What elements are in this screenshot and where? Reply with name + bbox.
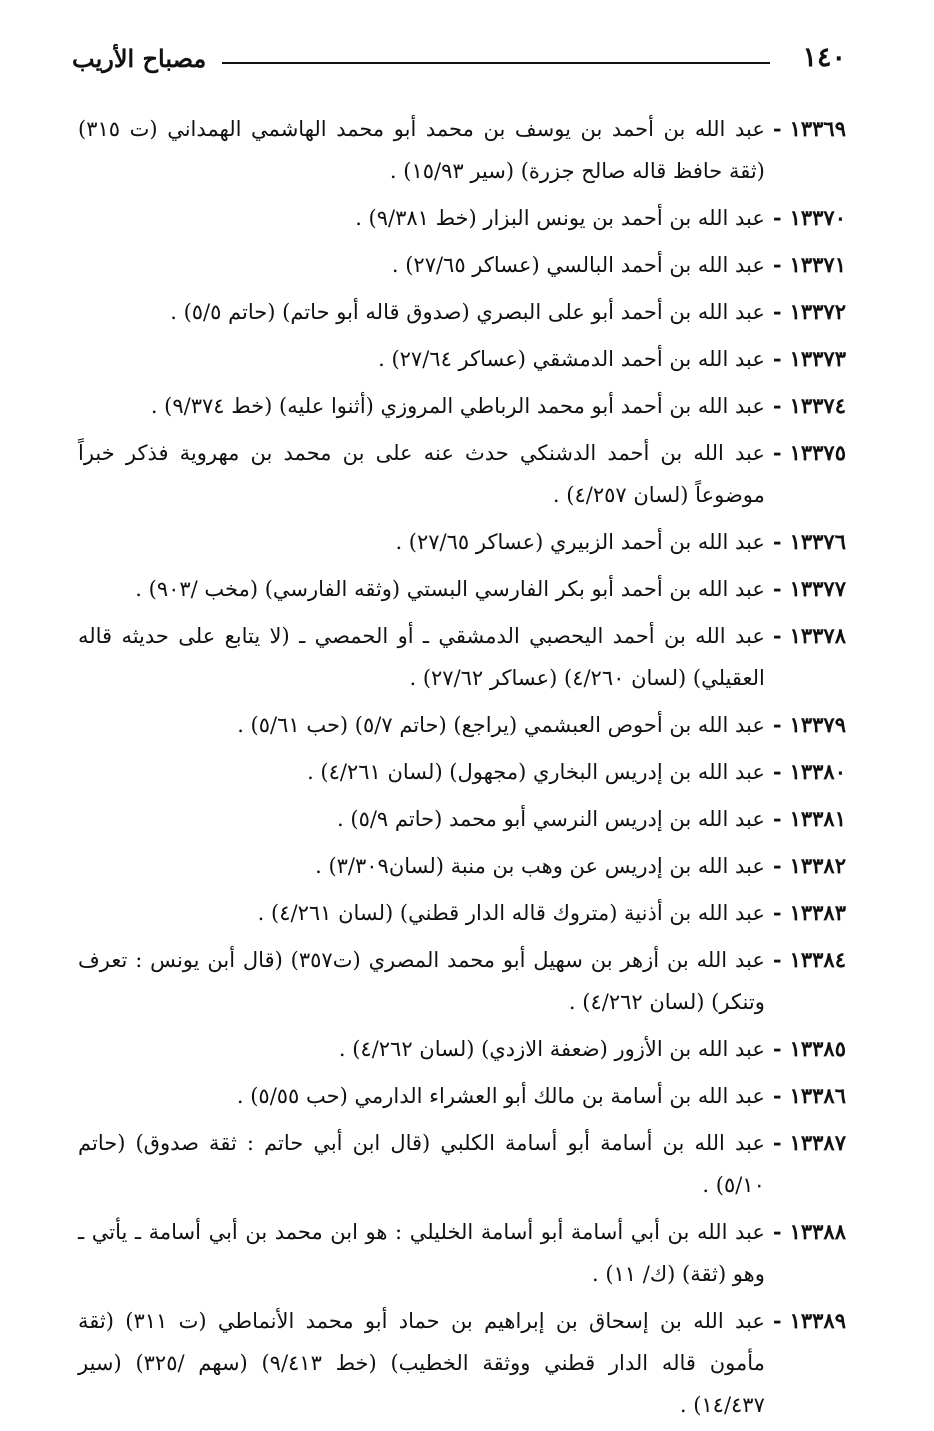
entry-dash: -	[772, 1036, 782, 1061]
entry-number: ١٣٣٨٢	[789, 853, 846, 878]
entry-number: ١٣٣٧٨	[789, 623, 846, 648]
entry-dash: -	[772, 346, 782, 371]
entry-number: ١٣٣٦٩	[789, 116, 846, 141]
entry-number: ١٣٣٧٣	[789, 346, 846, 371]
entry-text: عبد الله بن إدريس عن وهب بن منبة (لسان٣/٣٠٩) .	[315, 854, 765, 878]
entry-text: عبد الله بن الأزور (ضعفة الازدي) (لسان ٤/٢٦٢) .	[338, 1037, 765, 1061]
entry-13383	[78, 892, 846, 934]
entry-dash: -	[772, 393, 782, 418]
entry-13369	[78, 108, 846, 192]
entry-number: ١٣٣٨٤	[789, 947, 846, 972]
entry-text: عبد الله بن إسحاق بن إبراهيم بن حماد أبو محمد الأنماطي (ت ٣١١) (ثقة مأمون قاله الدار قطني ووثقة الخطيب) (خط ٩/٤١٣) (سهم /٣٢٥) (سير ١٤/٤٣٧) .	[78, 1309, 765, 1417]
entry-dash: -	[772, 205, 782, 230]
entry-text: عبد الله بن أحمد اليحصبي الدمشقي ـ أو الحمصي ـ (لا يتابع على حديثه قاله العقيلي) (لسان ٤/٢٦٠) (عساكر ٢٧/٦٢) .	[78, 624, 765, 690]
page-number: ١٤٠	[802, 42, 846, 73]
entry-text: عبد الله بن أحمد أبو بكر الفارسي البستي (وثقه الفارسي) (مخب /٩٠٣) .	[135, 577, 765, 601]
entry-13379	[78, 704, 846, 746]
entry-number: ١٣٣٨١	[789, 806, 846, 831]
entry-13376	[78, 521, 846, 563]
entry-dash: -	[772, 1130, 782, 1155]
entry-text: عبد الله بن أسامة بن مالك أبو العشراء الدارمي (حب ٥/٥٥) .	[236, 1084, 765, 1108]
entry-13378	[78, 615, 846, 699]
entries-list	[78, 108, 846, 1431]
entry-number: ١٣٣٧٠	[789, 205, 846, 230]
entry-number: ١٣٣٧٥	[789, 440, 846, 465]
entry-dash: -	[772, 299, 782, 324]
entry-dash: -	[772, 759, 782, 784]
entry-13387	[78, 1122, 846, 1206]
entry-number: ١٣٣٧٦	[789, 529, 846, 554]
page-header	[72, 40, 846, 80]
entry-dash: -	[772, 529, 782, 554]
entry-text: عبد الله بن أحمد البالسي (عساكر ٢٧/٦٥) .	[391, 253, 765, 277]
entry-dash: -	[772, 853, 782, 878]
entry-13382	[78, 845, 846, 887]
entry-dash: -	[772, 576, 782, 601]
entry-text: عبد الله بن أحمد أبو على البصري (صدوق قاله أبو حاتم) (حاتم ٥/٥) .	[170, 300, 765, 324]
entry-13386	[78, 1075, 846, 1117]
entry-dash: -	[772, 116, 782, 141]
entry-number: ١٣٣٧١	[789, 252, 846, 277]
entry-number: ١٣٣٨٧	[789, 1130, 846, 1155]
entry-text: عبد الله بن أذنية (متروك قاله الدار قطني) (لسان ٤/٢٦١) .	[257, 901, 765, 925]
entry-dash: -	[772, 806, 782, 831]
entry-text: عبد الله بن أبي أسامة أبو أسامة الخليلي : هو ابن محمد بن أبي أسامة ـ يأتي ـ وهو (ثقة) (ك/ ١١) .	[78, 1220, 765, 1286]
entry-text: عبد الله بن إدريس البخاري (مجهول) (لسان ٤/٢٦١) .	[307, 760, 765, 784]
entry-13375	[78, 432, 846, 516]
entry-number: ١٣٣٧٧	[789, 576, 846, 601]
entry-number: ١٣٣٨٣	[789, 900, 846, 925]
header-rule	[222, 62, 770, 64]
entry-dash: -	[772, 1083, 782, 1108]
entry-text: عبد الله بن أسامة أبو أسامة الكلبي (قال ابن أبي حاتم : ثقة صدوق) (حاتم ٥/١٠) .	[78, 1131, 765, 1197]
entry-13384	[78, 939, 846, 1023]
entry-13372	[78, 291, 846, 333]
entry-dash: -	[772, 252, 782, 277]
entry-text: عبد الله بن أحمد أبو محمد الرباطي المروزي (أثنوا عليه) (خط ٩/٣٧٤) .	[150, 394, 765, 418]
entry-13371	[78, 244, 846, 286]
entry-text: عبد الله بن أزهر بن سهيل أبو محمد المصري (ت٣٥٧) (قال أبن يونس : تعرف وتنكر) (لسان ٤/٢٦٢) .	[78, 948, 765, 1014]
entry-number: ١٣٣٧٩	[789, 712, 846, 737]
entry-13388	[78, 1211, 846, 1295]
entry-number: ١٣٣٨٠	[789, 759, 846, 784]
entry-13374	[78, 385, 846, 427]
entry-dash: -	[772, 947, 782, 972]
entry-dash: -	[772, 1308, 782, 1333]
entry-dash: -	[772, 440, 782, 465]
entry-text: عبد الله بن أحمد الزبيري (عساكر ٢٧/٦٥) .	[395, 530, 765, 554]
entry-number: ١٣٣٨٩	[789, 1308, 846, 1333]
entry-dash: -	[772, 623, 782, 648]
entry-text: عبد الله بن أحوص العبشمي (يراجع) (حاتم ٥/٧) (حب ٥/٦١) .	[237, 713, 765, 737]
entry-number: ١٣٣٨٦	[789, 1083, 846, 1108]
entry-number: ١٣٣٧٢	[789, 299, 846, 324]
entry-text: عبد الله بن أحمد الدمشقي (عساكر ٢٧/٦٤) .	[378, 347, 765, 371]
entry-dash: -	[772, 712, 782, 737]
entry-text: عبد الله بن أحمد الدشنكي حدث عنه على بن محمد بن مهروية فذكر خبراً موضوعاً (لسان ٤/٢٥٧) .	[78, 441, 765, 507]
book-title: مصباح الأريب	[72, 44, 207, 73]
entry-13389	[78, 1300, 846, 1426]
entry-dash: -	[772, 900, 782, 925]
entry-number: ١٣٣٧٤	[789, 393, 846, 418]
entry-text: عبد الله بن أحمد بن يوسف بن محمد أبو محمد الهاشمي الهمداني (ت ٣١٥) (ثقة حافظ قاله صالح جزرة) (سير ١٥/٩٣) .	[78, 117, 765, 183]
entry-13385	[78, 1028, 846, 1070]
entry-number: ١٣٣٨٥	[789, 1036, 846, 1061]
entry-13370	[78, 197, 846, 239]
entry-text: عبد الله بن إدريس النرسي أبو محمد (حاتم ٥/٩) .	[337, 807, 765, 831]
entry-13373	[78, 338, 846, 380]
entry-text: عبد الله بن أحمد بن يونس البزار (خط ٩/٣٨١) .	[355, 206, 765, 230]
entry-dash: -	[772, 1219, 782, 1244]
entry-13377	[78, 568, 846, 610]
entry-number: ١٣٣٨٨	[789, 1219, 846, 1244]
entry-13381	[78, 798, 846, 840]
entry-13380	[78, 751, 846, 793]
